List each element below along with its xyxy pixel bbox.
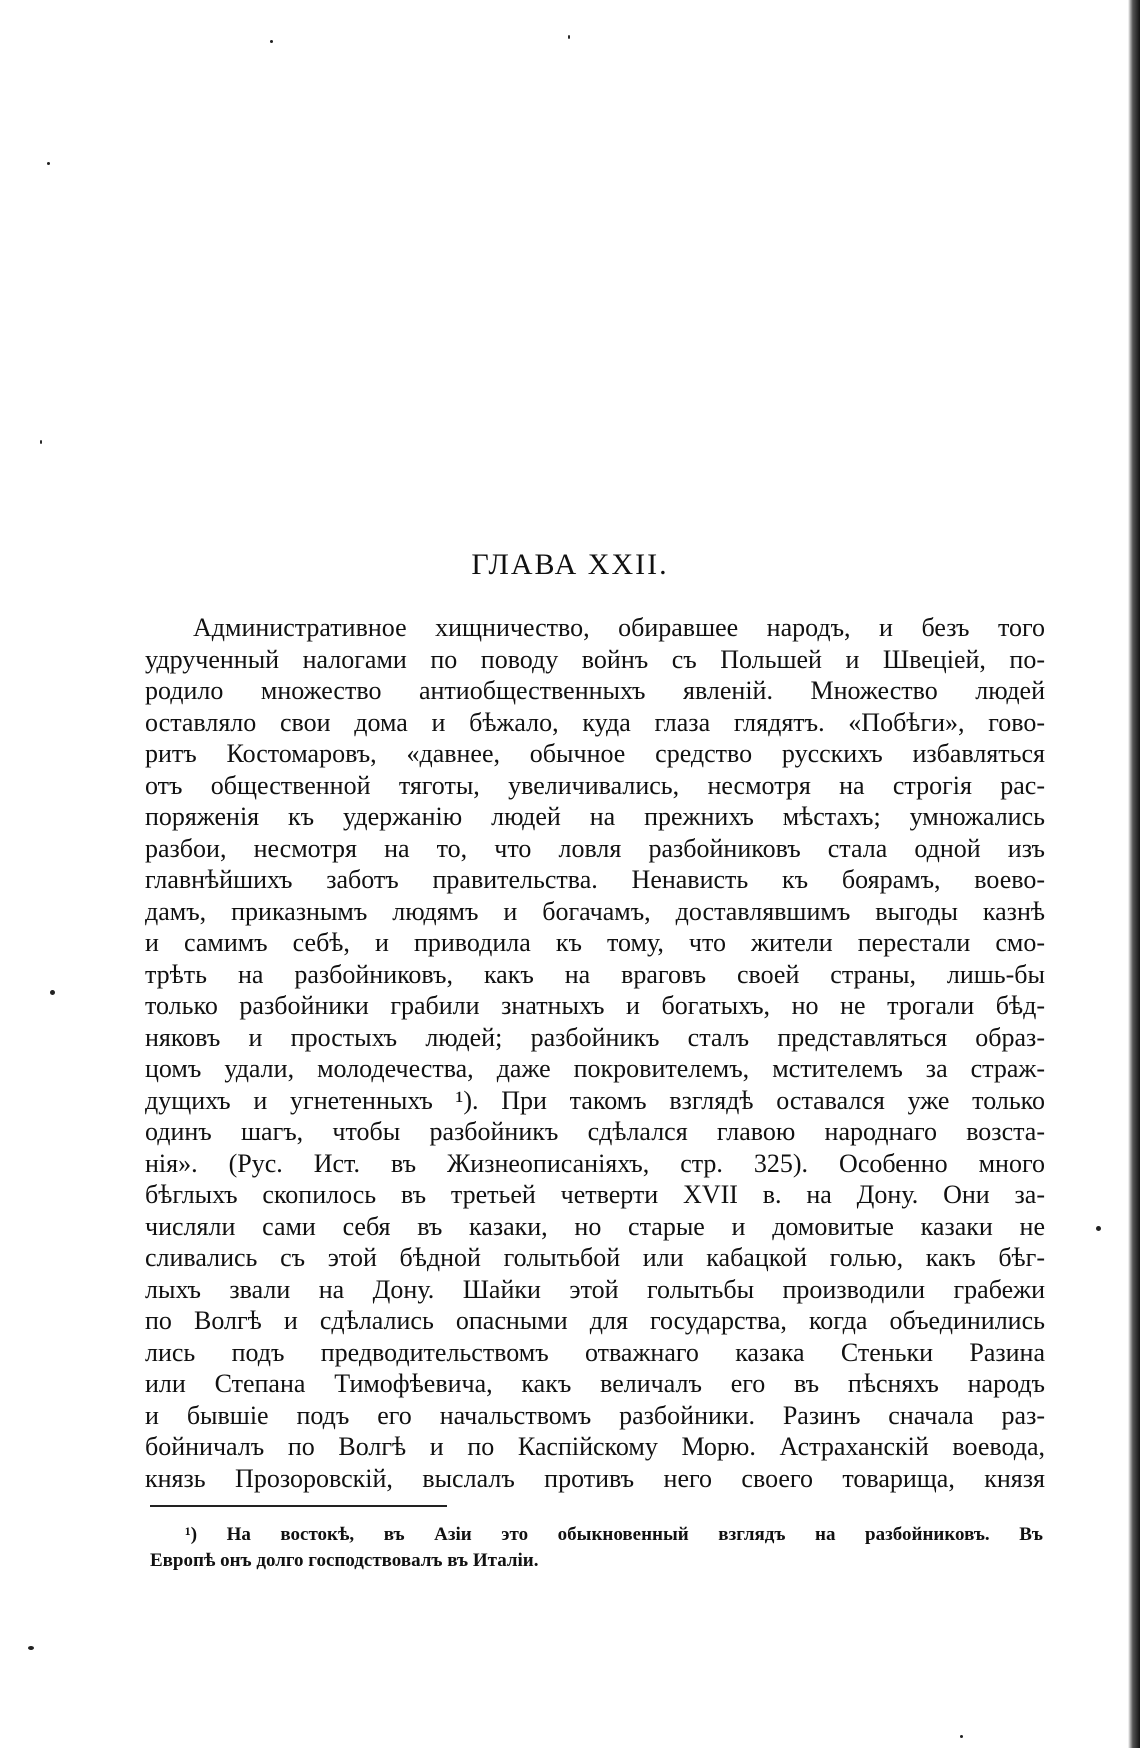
text-line: разбои, несмотря на то, что ловля разбойниковъ стала одной изъ — [145, 833, 1045, 863]
text-line: ритъ Костомаровъ, «давнее, обычное средство русскихъ избавляться — [145, 739, 1045, 768]
scan-speck — [47, 162, 50, 165]
footnote-line: ¹) На востокѣ, въ Азіи это обыкновенный взглядъ на разбойниковъ. Въ — [185, 1524, 1043, 1545]
text-line: одинъ шагъ, чтобы разбойникъ сдѣлался главою народнаго возста- — [145, 1117, 1045, 1146]
text-line: князь Прозоровскій, выслалъ противъ него своего товарища, князя — [145, 1463, 1045, 1493]
footnote-line: Европѣ онъ долго господствовалъ въ Италіи. — [150, 1550, 539, 1571]
footnote-divider — [150, 1505, 447, 1507]
text-line: бойничалъ по Волгѣ и по Каспійскому Морю. Астраханскій воевода, — [145, 1432, 1045, 1461]
text-line: лыхъ звали на Дону. Шайки этой голытьбы производили грабежи — [145, 1274, 1045, 1304]
text-line: бѣглыхъ скопилось въ третьей четверти XVII в. на Дону. Они за- — [145, 1180, 1045, 1209]
text-line: удрученный налогами по поводу войнъ съ Польшей и Швеціей, по- — [145, 644, 1045, 674]
text-line: главнѣйшихъ заботъ правительства. Ненависть къ боярамъ, воево- — [145, 865, 1045, 894]
text-line: Административное хищничество, обиравшее народъ, и безъ того — [193, 613, 1045, 642]
page-edge-shadow — [1128, 0, 1140, 1748]
text-line: по Волгѣ и сдѣлались опасными для государства, когда объединились — [145, 1306, 1045, 1335]
text-line: няковъ и простыхъ людей; разбойникъ сталъ представляться образ- — [145, 1022, 1045, 1052]
text-line: лись подъ предводительствомъ отважнаго казака Стеньки Разина — [145, 1337, 1045, 1367]
text-line: или Степана Тимофѣевича, какъ величалъ его въ пѣсняхъ народъ — [145, 1369, 1045, 1398]
scan-speck — [568, 35, 570, 39]
scan-speck — [960, 1735, 963, 1738]
scan-speck — [40, 440, 42, 444]
scan-speck — [1096, 1226, 1101, 1231]
footnote — [150, 1522, 1043, 1574]
text-line: родило множество антиобщественныхъ явленій. Множество людей — [145, 676, 1045, 705]
scan-speck — [270, 40, 273, 43]
body-text — [145, 612, 1045, 1494]
text-line: цомъ удали, молодечества, даже покровителемъ, мстителемъ за страж- — [145, 1054, 1045, 1083]
text-line: и бывшіе подъ его начальствомъ разбойники. Разинъ сначала раз- — [145, 1400, 1045, 1430]
text-line: трѣть на разбойниковъ, какъ на враговъ своей страны, лишь-бы — [145, 959, 1045, 989]
text-line: только разбойники грабили знатныхъ и богатыхъ, но не трогали бѣд- — [145, 991, 1045, 1020]
text-line: дущихъ и угнетенныхъ ¹). При такомъ взглядѣ оставался уже только — [145, 1085, 1045, 1115]
scan-speck — [50, 990, 55, 995]
text-line: поряженія къ удержанію людей на прежнихъ мѣстахъ; умножались — [145, 802, 1045, 831]
text-line: отъ общественной тяготы, увеличивались, несмотря на строгія рас- — [145, 770, 1045, 800]
chapter-title: ГЛАВА XXII. — [471, 548, 669, 581]
scan-speck — [28, 1646, 34, 1650]
text-line: сливались съ этой бѣдной голытьбой или кабацкой голью, какъ бѣг- — [145, 1243, 1045, 1272]
text-line: нія». (Рус. Ист. въ Жизнеописаніяхъ, стр. 325). Особенно много — [145, 1148, 1045, 1178]
text-line: оставляло свои дома и бѣжало, куда глаза глядятъ. «Побѣги», гово- — [145, 707, 1045, 737]
text-line: дамъ, приказнымъ людямъ и богачамъ, доставлявшимъ выгоды казнѣ — [145, 896, 1045, 926]
text-line: числяли сами себя въ казаки, но старые и домовитые казаки не — [145, 1211, 1045, 1241]
text-line: и самимъ себѣ, и приводила къ тому, что жители перестали смо- — [145, 928, 1045, 957]
